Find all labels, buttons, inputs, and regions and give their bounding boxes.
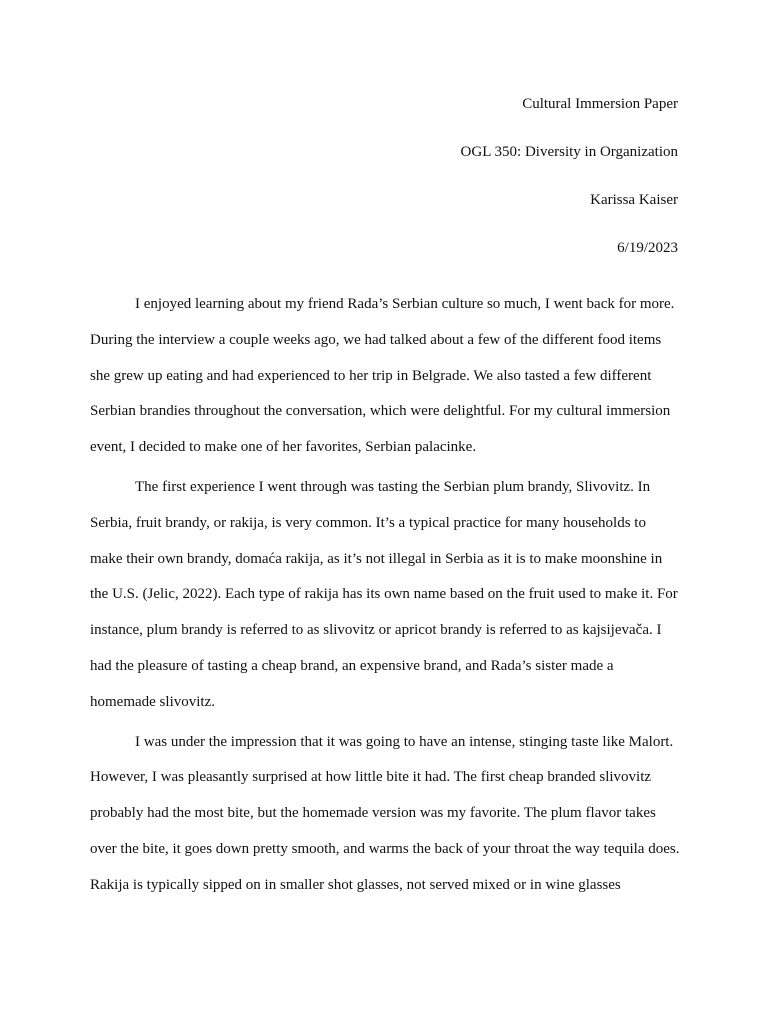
paragraph-line: immersion event, I decided to make one of her favorites, Serbian palacinke. [90,403,671,456]
course-name: OGL 350: Diversity in Organization [460,144,678,160]
paragraph-line: the U.S. (Jelic, 2022). Each type of rakija has its own name based on the fruit used to make it. [90,586,657,603]
paragraph-line: make their own brandy, domaća rakija, as it’s not illegal in Serbia as it is to make moonshine in [90,550,663,567]
paper-title: Cultural Immersion Paper [522,96,678,112]
paragraph-2 [90,470,680,721]
paper-header [90,92,678,284]
paragraph-line: The first experience I went through was tasting the Serbian plum brandy, Slivovitz. In [135,478,651,495]
paragraph-line: different Serbian brandies throughout the conversation, which were delightful. For my cultural [90,367,652,420]
paragraph-line: Serbia, fruit brandy, or rakija, is very common. It’s a typical practice for many households to [90,514,646,531]
paragraph-line: over the bite, it goes down pretty smooth, and warms the back of your throat the way tequila [90,840,649,857]
paper-date: 6/19/2023 [617,240,678,256]
paragraph-line: made a homemade slivovitz. [90,657,614,710]
paragraph-line: probably had the most bite, but the homemade version was my favorite. The plum flavor takes [90,805,656,822]
author-name: Karissa Kaiser [590,192,678,208]
paragraph-line: more. During the interview a couple weeks ago, we had talked about a few of the different food [90,296,675,348]
paper-body [90,287,680,904]
paragraph-1 [90,287,680,466]
paragraph-line: However, I was pleasantly surprised at how little bite it had. The first cheap branded slivovitz [90,769,652,786]
paragraph-line: does. Rakija is typically sipped on in smaller shot glasses, not served mixed or in wine glasses [90,840,680,893]
paragraph-3 [90,725,680,904]
paragraph-line: For instance, plum brandy is referred to as slivovitz or apricot brandy is referred to as [90,586,678,639]
paragraph-line: items she grew up eating and had experienced to her trip in Belgrade. We also tasted a few [90,331,662,384]
paragraph-line: I enjoyed learning about my friend Rada’s Serbian culture so much, I went back for [135,296,640,312]
paragraph-line: I was under the impression that it was going to have an intense, stinging taste like Malort. [135,733,674,750]
paragraph-line: kajsijevača. I had the pleasure of tasting a cheap brand, an expensive brand, and Rada’s sister [90,622,662,674]
